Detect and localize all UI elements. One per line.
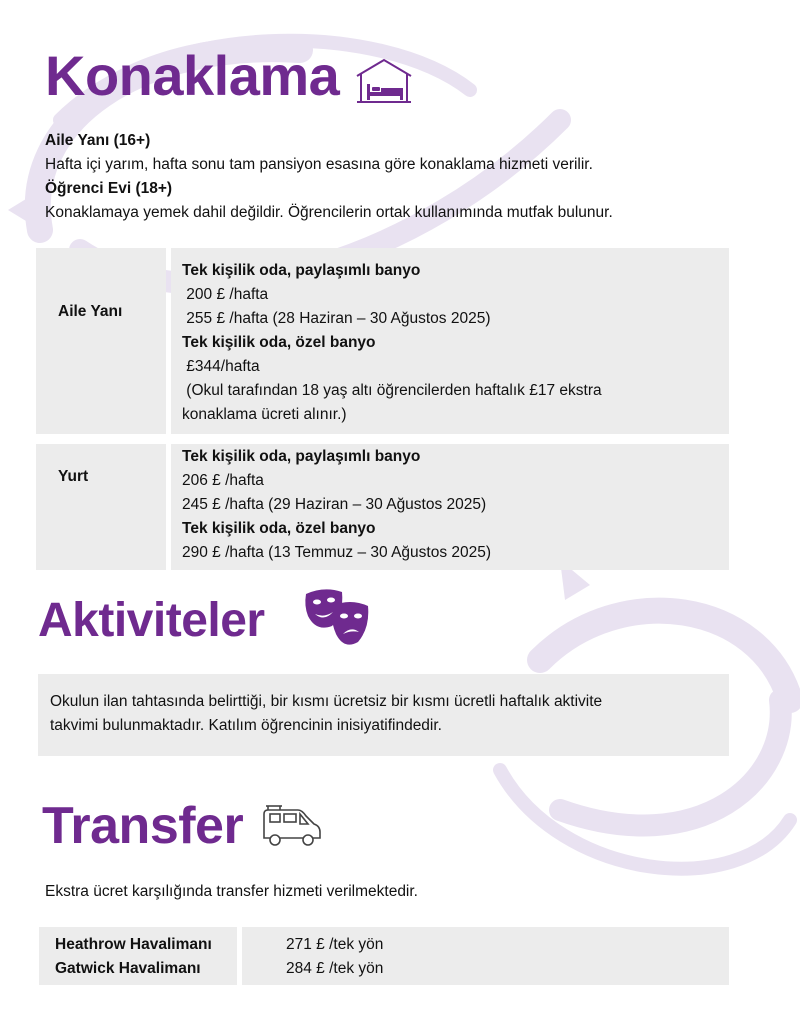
activities-line: takvimi bulunmaktadır. Katılım öğrencinin inisiyatifindedir.: [50, 717, 442, 734]
van-icon: [262, 804, 324, 848]
transfer-intro: Ekstra ücret karşılığında transfer hizmeti verilmektedir.: [45, 883, 418, 900]
theater-masks-icon: [302, 586, 374, 652]
accommodation-intro: [45, 129, 765, 225]
table-row-label-dorm: [36, 444, 166, 570]
transfer-airport-cell: [39, 927, 237, 985]
detail-line: 255 £ /hafta (28 Haziran – 30 Ağustos 2025): [182, 310, 491, 327]
detail-line: 245 £ /hafta (29 Haziran – 30 Ağustos 2025): [182, 496, 487, 513]
intro-text-student-house: Konaklamaya yemek dahil değildir. Öğrencilerin ortak kullanımında mutfak bulunur.: [45, 204, 613, 221]
accommodation-title: Konaklama: [45, 44, 340, 107]
table-row-label-homestay: [36, 248, 166, 434]
bed-house-icon: [355, 58, 413, 104]
activities-line: Okulun ilan tahtasında belirttiği, bir kısmı ücretsiz bir kısmı ücretli haftalık aktivite: [50, 693, 603, 710]
detail-line: 200 £ /hafta: [182, 286, 269, 303]
dorm-label: Yurt: [58, 468, 89, 485]
detail-line: (Okul tarafından 18 yaş altı öğrencilerden haftalık £17 ekstra: [182, 382, 602, 399]
airport-gatwick: Gatwick Havalimanı: [55, 960, 201, 977]
detail-line: Tek kişilik oda, paylaşımlı banyo: [182, 448, 421, 465]
detail-line: 206 £ /hafta: [182, 472, 264, 489]
airport-heathrow: Heathrow Havalimanı: [55, 936, 212, 953]
activities-text: [50, 690, 720, 738]
dorm-details: [182, 445, 722, 565]
table-row-details-homestay: [171, 248, 729, 434]
homestay-details: [182, 259, 722, 427]
intro-text-homestay: Hafta içi yarım, hafta sonu tam pansiyon esasına göre konaklama hizmeti verilir.: [45, 156, 593, 173]
detail-line: Tek kişilik oda, özel banyo: [182, 520, 376, 537]
homestay-label: Aile Yanı: [58, 303, 123, 320]
activities-box: [38, 674, 729, 756]
detail-line: 290 £ /hafta (13 Temmuz – 30 Ağustos 2025): [182, 544, 492, 561]
detail-line: konaklama ücreti alınır.): [182, 406, 347, 423]
transfer-title: Transfer: [42, 797, 244, 855]
price-gatwick: 284 £ /tek yön: [286, 960, 384, 977]
detail-line: Tek kişilik oda, özel banyo: [182, 334, 376, 351]
table-row-details-dorm: [171, 444, 729, 570]
intro-heading-student-house: Öğrenci Evi (18+): [45, 180, 173, 197]
activities-title: Aktiviteler: [38, 594, 265, 647]
detail-line: Tek kişilik oda, paylaşımlı banyo: [182, 262, 421, 279]
intro-heading-homestay: Aile Yanı (16+): [45, 132, 151, 149]
transfer-price-cell: [242, 927, 729, 985]
price-heathrow: 271 £ /tek yön: [286, 936, 384, 953]
detail-line: £344/hafta: [182, 358, 260, 375]
